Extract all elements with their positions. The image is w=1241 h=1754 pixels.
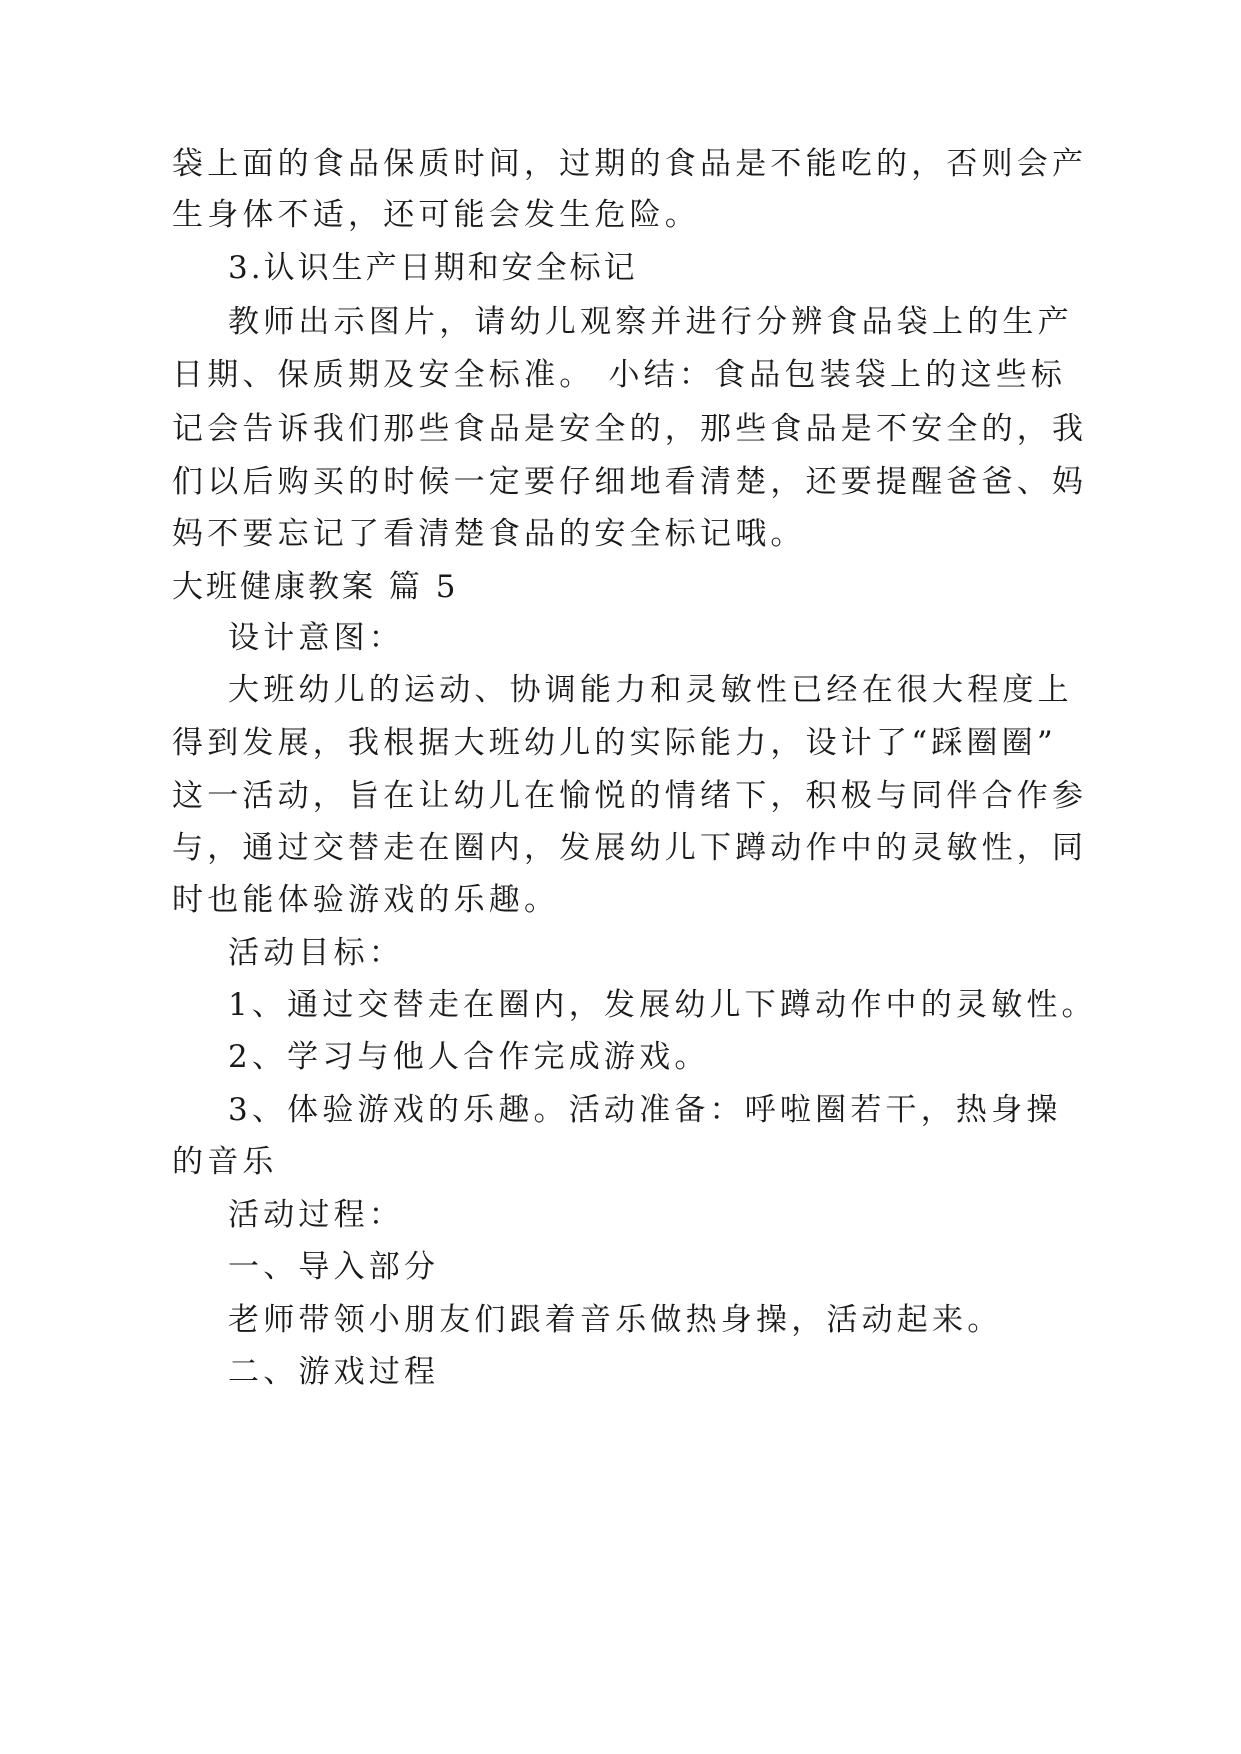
text-line: 大班幼儿的运动、协调能力和灵敏性已经在很大程度上: [228, 672, 1073, 708]
section-heading: 二、游戏过程: [228, 1354, 440, 1390]
text-line: 妈不要忘记了看清楚食品的安全标记哦。: [172, 516, 806, 552]
section-heading: 活动过程：: [228, 1197, 404, 1233]
text-line: 生身体不适，还可能会发生危险。: [172, 197, 700, 233]
article-title: 大班健康教案 篇 5: [172, 569, 459, 605]
list-item: 2、学习与他人合作完成游戏。: [228, 1039, 710, 1075]
text-line: 教师出示图片，请幼儿观察并进行分辨食品袋上的生产: [228, 304, 1073, 340]
text-line: 的音乐: [172, 1144, 278, 1180]
section-heading: 3.认识生产日期和安全标记: [228, 250, 638, 286]
section-heading: 活动目标：: [228, 935, 404, 971]
text-line: 时也能体验游戏的乐趣。: [172, 882, 560, 918]
text-line: 袋上面的食品保质时间，过期的食品是不能吃的，否则会产: [172, 146, 1088, 182]
text-line: 老师带领小朋友们跟着音乐做热身操，活动起来。: [228, 1302, 1003, 1338]
list-item: 1、通过交替走在圈内，发展幼儿下蹲动作中的灵敏性。: [228, 987, 1097, 1023]
text-line: 这一活动，旨在让幼儿在愉悦的情绪下，积极与同伴合作参: [172, 778, 1088, 814]
text-line: 得到发展，我根据大班幼儿的实际能力，设计了“踩圈圈”: [172, 725, 1057, 761]
text-line: 日期、保质期及安全标准。 小结：食品包装袋上的这些标: [172, 357, 1067, 393]
section-heading: 设计意图：: [228, 620, 404, 656]
text-line: 们以后购买的时候一定要仔细地看清楚，还要提醒爸爸、妈: [172, 464, 1088, 500]
text-line: 与，通过交替走在圈内，发展幼儿下蹲动作中的灵敏性，同: [172, 830, 1088, 866]
list-item: 3、体验游戏的乐趣。活动准备：呼啦圈若干，热身操: [228, 1092, 1062, 1128]
section-heading: 一、导入部分: [228, 1249, 440, 1285]
text-line: 记会告诉我们那些食品是安全的，那些食品是不安全的，我: [172, 411, 1088, 447]
